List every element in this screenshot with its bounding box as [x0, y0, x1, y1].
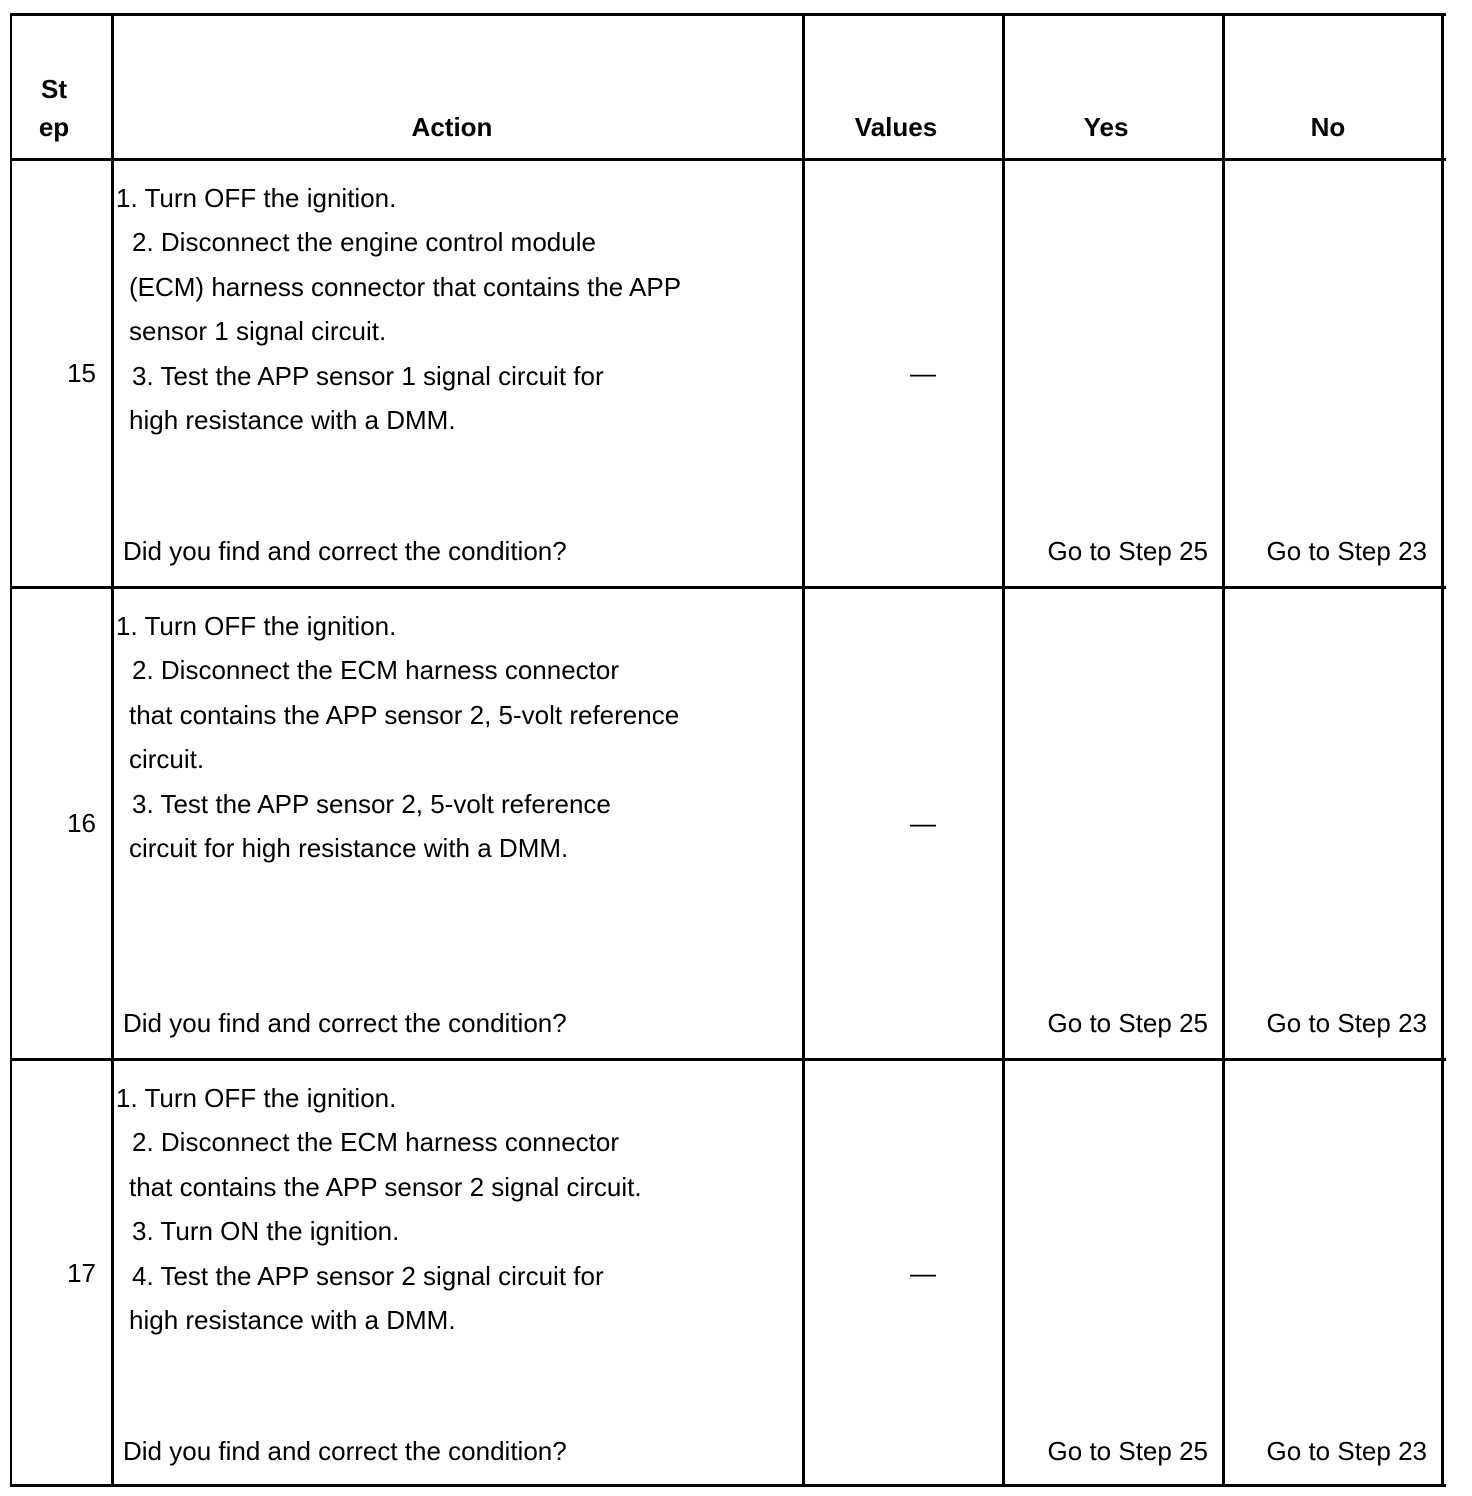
step-number: 15 — [67, 358, 96, 388]
action-steps — [114, 176, 800, 442]
question: Did you find and correct the condition? — [123, 536, 567, 566]
header-step — [12, 70, 96, 146]
header-yes: Yes — [1083, 112, 1129, 142]
row-divider-16-17 — [10, 1058, 1446, 1061]
header-values: Values — [854, 112, 938, 142]
action-step: that contains the APP sensor 2 signal circuit. — [129, 1171, 642, 1202]
action-step: circuit for high resistance with a DMM. — [129, 833, 569, 864]
question: Did you find and correct the condition? — [123, 1008, 567, 1038]
column-divider-values — [1002, 13, 1005, 1487]
no-goto-link[interactable]: Go to Step 23 — [1266, 1008, 1427, 1038]
values-dash: — — [910, 1258, 936, 1288]
action-step: high resistance with a DMM. — [129, 1305, 456, 1336]
action-step: 1. Turn OFF the ignition. — [116, 611, 397, 641]
table-border-top — [10, 13, 1446, 16]
action-step: that contains the APP sensor 2, 5-volt reference — [129, 699, 680, 730]
values-dash: — — [910, 358, 936, 388]
table-border-right — [1441, 13, 1444, 1487]
step-number: 16 — [67, 808, 96, 838]
table-border-left — [10, 13, 12, 1487]
action-step: 3. Turn ON the ignition. — [132, 1216, 400, 1247]
action-step: 3. Test the APP sensor 1 signal circuit for — [132, 360, 604, 391]
header-no: No — [1310, 112, 1346, 142]
action-step: high resistance with a DMM. — [129, 405, 456, 436]
action-step: 1. Turn OFF the ignition. — [116, 183, 397, 213]
action-step: circuit. — [129, 744, 205, 775]
action-step: 4. Test the APP sensor 2 signal circuit for — [132, 1260, 604, 1291]
no-goto-link[interactable]: Go to Step 23 — [1266, 1436, 1427, 1466]
values-dash: — — [910, 808, 936, 838]
column-divider-action — [802, 13, 805, 1487]
header-step-line2: ep — [38, 112, 70, 142]
row-divider-15-16 — [10, 586, 1446, 589]
yes-goto-link[interactable]: Go to Step 25 — [1047, 536, 1208, 566]
action-steps — [114, 1076, 800, 1342]
action-step: 2. Disconnect the ECM harness connector — [132, 655, 620, 686]
table-border-bottom — [10, 1484, 1446, 1487]
action-step: sensor 1 signal circuit. — [129, 316, 387, 347]
column-divider-yes — [1222, 13, 1225, 1487]
header-divider — [10, 158, 1446, 161]
action-step: 2. Disconnect the engine control module — [132, 227, 596, 258]
question: Did you find and correct the condition? — [123, 1436, 567, 1466]
action-step: 2. Disconnect the ECM harness connector — [132, 1127, 620, 1158]
action-step: 1. Turn OFF the ignition. — [116, 1083, 397, 1113]
yes-goto-link[interactable]: Go to Step 25 — [1047, 1008, 1208, 1038]
action-step: 3. Test the APP sensor 2, 5-volt reference — [132, 788, 611, 819]
action-steps — [114, 604, 800, 870]
header-action: Action — [411, 112, 493, 142]
action-step: (ECM) harness connector that contains the APP — [129, 271, 682, 302]
no-goto-link[interactable]: Go to Step 23 — [1266, 536, 1427, 566]
yes-goto-link[interactable]: Go to Step 25 — [1047, 1436, 1208, 1466]
header-step-line1: St — [41, 74, 67, 104]
step-number: 17 — [67, 1258, 96, 1288]
